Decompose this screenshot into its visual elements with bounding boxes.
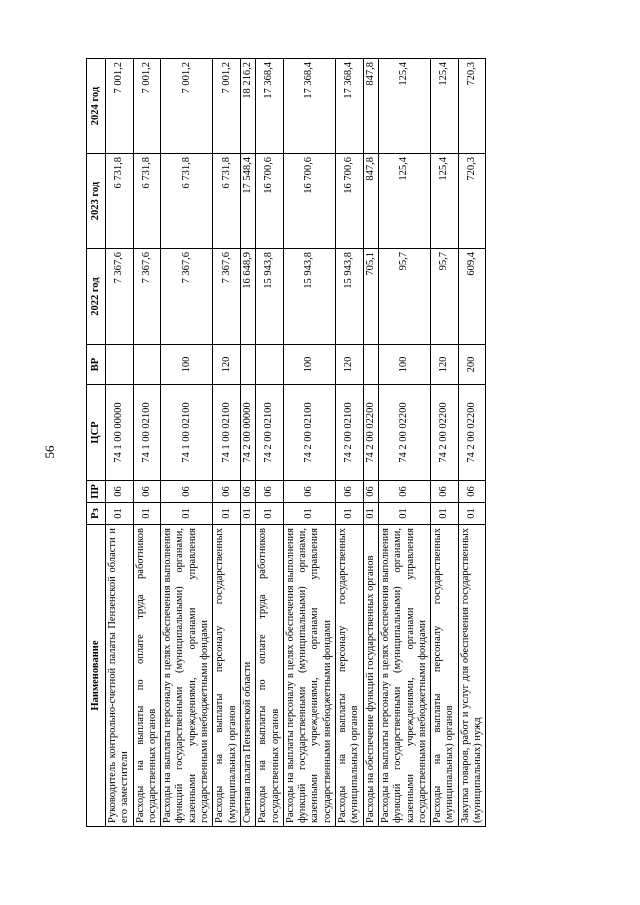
row-value-2022: 95,7 xyxy=(378,249,430,345)
row-pr: 06 xyxy=(378,481,430,503)
row-value-2024: 7 001,2 xyxy=(161,59,213,154)
row-name: Закупка товаров, работ и услуг для обеспечения государственных (муниципальных) нужд xyxy=(458,525,486,827)
budget-table xyxy=(86,58,486,827)
table-row xyxy=(161,59,213,827)
table-header-row xyxy=(87,59,106,827)
row-vr xyxy=(256,345,284,385)
row-value-2022: 7 367,6 xyxy=(106,249,134,345)
row-value-2023: 6 731,8 xyxy=(106,154,134,249)
row-rz: 01 xyxy=(256,503,284,525)
row-name: Расходы на выплаты персоналу государственных (муниципальных) органов xyxy=(336,525,364,827)
row-rz: 01 xyxy=(431,503,459,525)
row-rz: 01 xyxy=(161,503,213,525)
row-pr: 06 xyxy=(106,481,134,503)
row-vr: 120 xyxy=(336,345,364,385)
row-value-2022: 705,1 xyxy=(363,249,378,345)
row-csr: 74 1 00 02100 xyxy=(133,385,161,481)
table-row xyxy=(106,59,134,827)
row-csr: 74 2 00 02200 xyxy=(363,385,378,481)
row-rz: 01 xyxy=(213,503,241,525)
row-csr: 74 1 00 00000 xyxy=(106,385,134,481)
row-value-2024: 17 368,4 xyxy=(283,59,335,154)
row-vr: 120 xyxy=(213,345,241,385)
row-value-2022: 7 367,6 xyxy=(213,249,241,345)
row-value-2022: 15 943,8 xyxy=(336,249,364,345)
row-value-2023: 16 700,6 xyxy=(283,154,335,249)
row-value-2022: 609,4 xyxy=(458,249,486,345)
row-vr xyxy=(106,345,134,385)
row-name: Расходы на выплаты персоналу в целях обеспечения выполнения функций государственными (муниципальными) органами, казенными учреждениями, органами управления государственными внебюджетными фондами xyxy=(378,525,430,827)
table-row xyxy=(283,59,335,827)
row-rz: 01 xyxy=(106,503,134,525)
row-pr: 06 xyxy=(336,481,364,503)
row-value-2024: 720,3 xyxy=(458,59,486,154)
row-vr xyxy=(240,345,255,385)
table-body xyxy=(106,59,486,827)
row-value-2024: 125,4 xyxy=(431,59,459,154)
row-value-2022: 7 367,6 xyxy=(161,249,213,345)
header-name: Наименование xyxy=(87,525,106,827)
row-csr: 74 2 00 02100 xyxy=(256,385,284,481)
row-value-2024: 18 216,2 xyxy=(240,59,255,154)
table-row xyxy=(133,59,161,827)
table-row xyxy=(240,59,255,827)
row-value-2024: 125,4 xyxy=(378,59,430,154)
row-rz: 01 xyxy=(133,503,161,525)
row-rz: 01 xyxy=(240,503,255,525)
row-csr: 74 2 00 02200 xyxy=(378,385,430,481)
row-vr: 100 xyxy=(161,345,213,385)
row-value-2022: 95,7 xyxy=(431,249,459,345)
row-pr: 06 xyxy=(283,481,335,503)
header-rz: Рз xyxy=(87,503,106,525)
row-rz: 01 xyxy=(458,503,486,525)
row-value-2022: 15 943,8 xyxy=(256,249,284,345)
row-value-2022: 16 648,9 xyxy=(240,249,255,345)
row-name: Расходы на выплаты персоналу в целях обеспечения выполнения функций государственными (муниципальными) органами, казенными учреждениями, органами управления государственными внебюджетными фондами xyxy=(161,525,213,827)
row-name: Расходы на выплаты по оплате труда работников государственных органов xyxy=(256,525,284,827)
row-pr: 06 xyxy=(256,481,284,503)
row-rz: 01 xyxy=(363,503,378,525)
row-csr: 74 2 00 02100 xyxy=(283,385,335,481)
header-pr: ПР xyxy=(87,481,106,503)
row-value-2022: 15 943,8 xyxy=(283,249,335,345)
table-row xyxy=(378,59,430,827)
row-vr: 100 xyxy=(283,345,335,385)
row-rz: 01 xyxy=(378,503,430,525)
row-csr: 74 2 00 02200 xyxy=(458,385,486,481)
table-row xyxy=(336,59,364,827)
row-vr xyxy=(363,345,378,385)
table-row xyxy=(256,59,284,827)
row-vr xyxy=(133,345,161,385)
table-row xyxy=(213,59,241,827)
header-2023: 2023 год xyxy=(87,154,106,249)
header-vr: ВР xyxy=(87,345,106,385)
row-pr: 06 xyxy=(240,481,255,503)
row-value-2024: 17 368,4 xyxy=(336,59,364,154)
row-pr: 06 xyxy=(161,481,213,503)
row-name: Расходы на выплаты персоналу государственных (муниципальных) органов xyxy=(213,525,241,827)
row-name: Расходы на обеспечение функций государственных органов xyxy=(363,525,378,827)
row-value-2023: 16 700,6 xyxy=(256,154,284,249)
row-value-2024: 7 001,2 xyxy=(106,59,134,154)
row-value-2024: 17 368,4 xyxy=(256,59,284,154)
row-vr: 120 xyxy=(431,345,459,385)
row-csr: 74 1 00 02100 xyxy=(161,385,213,481)
row-value-2023: 6 731,8 xyxy=(213,154,241,249)
row-name: Расходы на выплаты персоналу государственных (муниципальных) органов xyxy=(431,525,459,827)
row-csr: 74 1 00 02100 xyxy=(213,385,241,481)
header-csr: ЦСР xyxy=(87,385,106,481)
row-value-2022: 7 367,6 xyxy=(133,249,161,345)
row-value-2024: 847,8 xyxy=(363,59,378,154)
row-value-2024: 7 001,2 xyxy=(213,59,241,154)
row-value-2023: 125,4 xyxy=(378,154,430,249)
table-row xyxy=(431,59,459,827)
rotated-table-container xyxy=(86,59,562,827)
row-value-2023: 125,4 xyxy=(431,154,459,249)
row-vr: 100 xyxy=(378,345,430,385)
row-value-2023: 17 548,4 xyxy=(240,154,255,249)
row-name: Расходы на выплаты по оплате труда работников государственных органов xyxy=(133,525,161,827)
row-value-2023: 6 731,8 xyxy=(133,154,161,249)
row-value-2023: 16 700,6 xyxy=(336,154,364,249)
row-rz: 01 xyxy=(283,503,335,525)
row-name: Руководитель контрольно-счетной палаты Пензенской области и его заместители xyxy=(106,525,134,827)
row-rz: 01 xyxy=(336,503,364,525)
row-value-2023: 847,8 xyxy=(363,154,378,249)
row-csr: 74 2 00 00000 xyxy=(240,385,255,481)
row-value-2023: 720,3 xyxy=(458,154,486,249)
row-csr: 74 2 00 02100 xyxy=(336,385,364,481)
header-2024: 2024 год xyxy=(87,59,106,154)
row-pr: 06 xyxy=(458,481,486,503)
row-pr: 06 xyxy=(431,481,459,503)
row-pr: 06 xyxy=(363,481,378,503)
row-csr: 74 2 00 02200 xyxy=(431,385,459,481)
table-row xyxy=(363,59,378,827)
table-row xyxy=(458,59,486,827)
row-vr: 200 xyxy=(458,345,486,385)
row-name: Расходы на выплаты персоналу в целях обеспечения выполнения функций государственными (муниципальными) органами, казенными учреждениями, органами управления государственными внебюджетными фондами xyxy=(283,525,335,827)
page-number: 56 xyxy=(42,445,57,459)
row-name: Счетная палата Пензенской области xyxy=(240,525,255,827)
row-value-2023: 6 731,8 xyxy=(161,154,213,249)
row-value-2024: 7 001,2 xyxy=(133,59,161,154)
header-2022: 2022 год xyxy=(87,249,106,345)
row-pr: 06 xyxy=(213,481,241,503)
row-pr: 06 xyxy=(133,481,161,503)
